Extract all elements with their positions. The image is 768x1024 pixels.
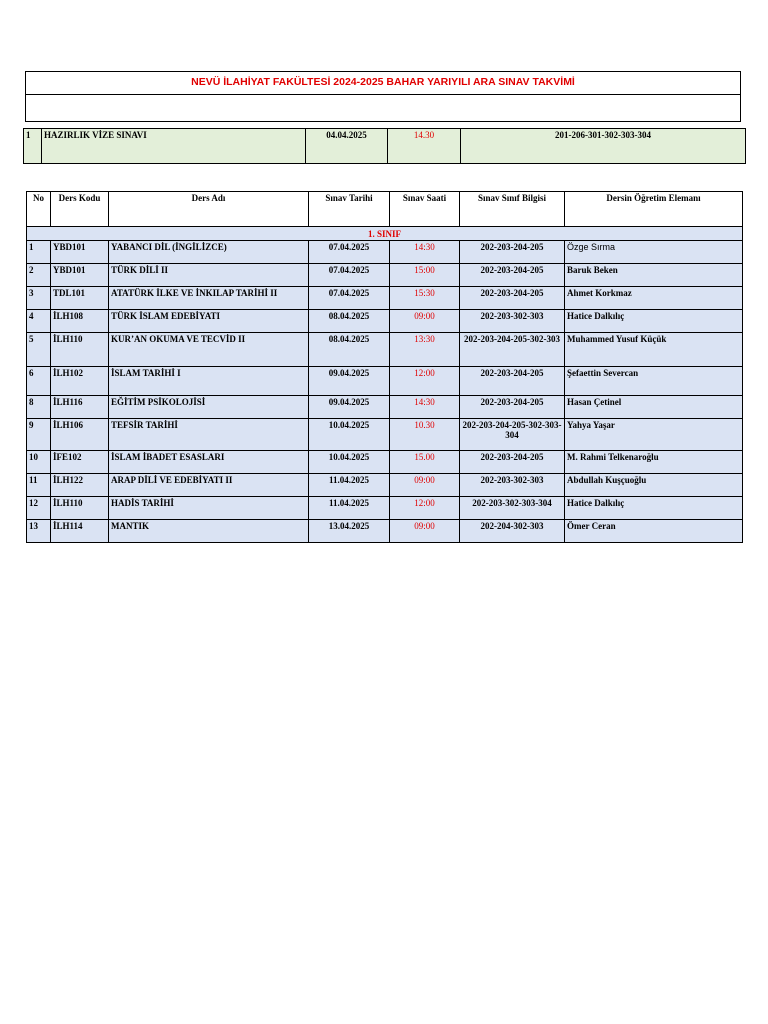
exam-date: 07.04.2025	[309, 287, 390, 310]
exam-date: 08.04.2025	[309, 310, 390, 333]
course-name: İSLAM İBADET ESASLARI	[109, 451, 309, 474]
course-name: KUR’AN OKUMA VE TECVİD II	[109, 333, 309, 367]
course-code: YBD101	[51, 241, 109, 264]
row-no: 10	[27, 451, 51, 474]
table-row	[27, 451, 743, 474]
exam-time: 14:30	[390, 241, 460, 264]
title-spacer-row	[25, 95, 741, 122]
prep-no: 1	[24, 129, 42, 164]
table-row	[27, 396, 743, 419]
exam-rooms: 202-203-204-205-302-303-304	[460, 419, 565, 451]
course-code: İLH116	[51, 396, 109, 419]
row-no: 12	[27, 497, 51, 520]
exam-rooms: 202-203-302-303	[460, 310, 565, 333]
instructor: Yahya Yaşar	[565, 419, 743, 451]
instructor: Muhammed Yusuf Küçük	[565, 333, 743, 367]
course-name: ATATÜRK İLKE VE İNKILAP TARİHİ II	[109, 287, 309, 310]
course-name: HADİS TARİHİ	[109, 497, 309, 520]
exam-date: 11.04.2025	[309, 474, 390, 497]
course-name: TÜRK DİLİ II	[109, 264, 309, 287]
course-code: İFE102	[51, 451, 109, 474]
header-code: Ders Kodu	[51, 192, 109, 227]
row-no: 6	[27, 367, 51, 396]
exam-date: 09.04.2025	[309, 367, 390, 396]
exam-time: 13:30	[390, 333, 460, 367]
instructor: M. Rahmi Telkenaroğlu	[565, 451, 743, 474]
instructor: Şefaettin Severcan	[565, 367, 743, 396]
course-code: İLH110	[51, 333, 109, 367]
exam-time: 12:00	[390, 497, 460, 520]
prep-exam-table	[23, 128, 746, 164]
course-name: TÜRK İSLAM EDEBİYATI	[109, 310, 309, 333]
header-room: Sınav Sınıf Bilgisi	[460, 192, 565, 227]
instructor: Baruk Beken	[565, 264, 743, 287]
exam-rooms: 202-203-204-205	[460, 241, 565, 264]
section-title: 1. SINIF	[27, 227, 743, 241]
table-row	[27, 310, 743, 333]
exam-time: 14:30	[390, 396, 460, 419]
course-code: YBD101	[51, 264, 109, 287]
exam-rooms: 202-203-204-205-302-303	[460, 333, 565, 367]
prep-exam-row	[24, 129, 746, 164]
row-no: 11	[27, 474, 51, 497]
exam-date: 10.04.2025	[309, 451, 390, 474]
exam-time: 09:00	[390, 474, 460, 497]
instructor: Hatice Dalkılıç	[565, 310, 743, 333]
row-no: 1	[27, 241, 51, 264]
header-date: Sınav Tarihi	[309, 192, 390, 227]
page-title: NEVÜ İLAHİYAT FAKÜLTESİ 2024-2025 BAHAR YARIYILI ARA SINAV TAKVİMİ	[25, 71, 741, 95]
exam-date: 11.04.2025	[309, 497, 390, 520]
exam-time: 15.00	[390, 451, 460, 474]
course-name: ARAP DİLİ VE EDEBİYATI II	[109, 474, 309, 497]
exam-time: 10.30	[390, 419, 460, 451]
table-row	[27, 474, 743, 497]
exam-schedule-table	[26, 191, 743, 543]
table-row	[27, 264, 743, 287]
exam-time: 15:30	[390, 287, 460, 310]
course-name: TEFSİR TARİHİ	[109, 419, 309, 451]
exam-rooms: 202-203-204-205	[460, 396, 565, 419]
instructor: Hatice Dalkılıç	[565, 497, 743, 520]
row-no: 13	[27, 520, 51, 543]
exam-date: 07.04.2025	[309, 241, 390, 264]
table-header-row	[27, 192, 743, 227]
instructor: Ahmet Korkmaz	[565, 287, 743, 310]
course-code: TDL101	[51, 287, 109, 310]
exam-time: 12:00	[390, 367, 460, 396]
header-teacher: Dersin Öğretim Elemanı	[565, 192, 743, 227]
instructor: Abdullah Kuşçuoğlu	[565, 474, 743, 497]
row-no: 3	[27, 287, 51, 310]
exam-rooms: 202-203-204-205	[460, 264, 565, 287]
row-no: 4	[27, 310, 51, 333]
exam-rooms: 202-203-204-205	[460, 451, 565, 474]
instructor: Özge Sırma	[565, 241, 743, 264]
course-name: MANTIK	[109, 520, 309, 543]
instructor: Hasan Çetinel	[565, 396, 743, 419]
table-row	[27, 333, 743, 367]
course-code: İLH106	[51, 419, 109, 451]
exam-date: 09.04.2025	[309, 396, 390, 419]
exam-date: 08.04.2025	[309, 333, 390, 367]
exam-date: 07.04.2025	[309, 264, 390, 287]
prep-course: HAZIRLIK VİZE SINAVI	[42, 129, 306, 164]
header-no: No	[27, 192, 51, 227]
prep-time: 14.30	[388, 129, 461, 164]
exam-date: 10.04.2025	[309, 419, 390, 451]
row-no: 2	[27, 264, 51, 287]
exam-rooms: 202-203-302-303	[460, 474, 565, 497]
header-name: Ders Adı	[109, 192, 309, 227]
table-row	[27, 367, 743, 396]
table-row	[27, 497, 743, 520]
row-no: 5	[27, 333, 51, 367]
table-row	[27, 419, 743, 451]
exam-time: 15:00	[390, 264, 460, 287]
row-no: 8	[27, 396, 51, 419]
exam-rooms: 202-203-204-205	[460, 367, 565, 396]
prep-rooms: 201-206-301-302-303-304	[461, 129, 746, 164]
table-row	[27, 287, 743, 310]
exam-date: 13.04.2025	[309, 520, 390, 543]
exam-rooms: 202-203-204-205	[460, 287, 565, 310]
prep-date: 04.04.2025	[306, 129, 388, 164]
header-time: Sınav Saati	[390, 192, 460, 227]
course-code: İLH102	[51, 367, 109, 396]
exam-time: 09:00	[390, 310, 460, 333]
course-name: EĞİTİM PSİKOLOJİSİ	[109, 396, 309, 419]
row-no: 9	[27, 419, 51, 451]
table-row	[27, 241, 743, 264]
course-name: İSLAM TARİHİ I	[109, 367, 309, 396]
course-code: İLH110	[51, 497, 109, 520]
course-name: YABANCI DİL (İNGİLİZCE)	[109, 241, 309, 264]
exam-time: 09:00	[390, 520, 460, 543]
table-row	[27, 520, 743, 543]
exam-rooms: 202-204-302-303	[460, 520, 565, 543]
course-code: İLH108	[51, 310, 109, 333]
instructor: Ömer Ceran	[565, 520, 743, 543]
course-code: İLH114	[51, 520, 109, 543]
course-code: İLH122	[51, 474, 109, 497]
exam-rooms: 202-203-302-303-304	[460, 497, 565, 520]
